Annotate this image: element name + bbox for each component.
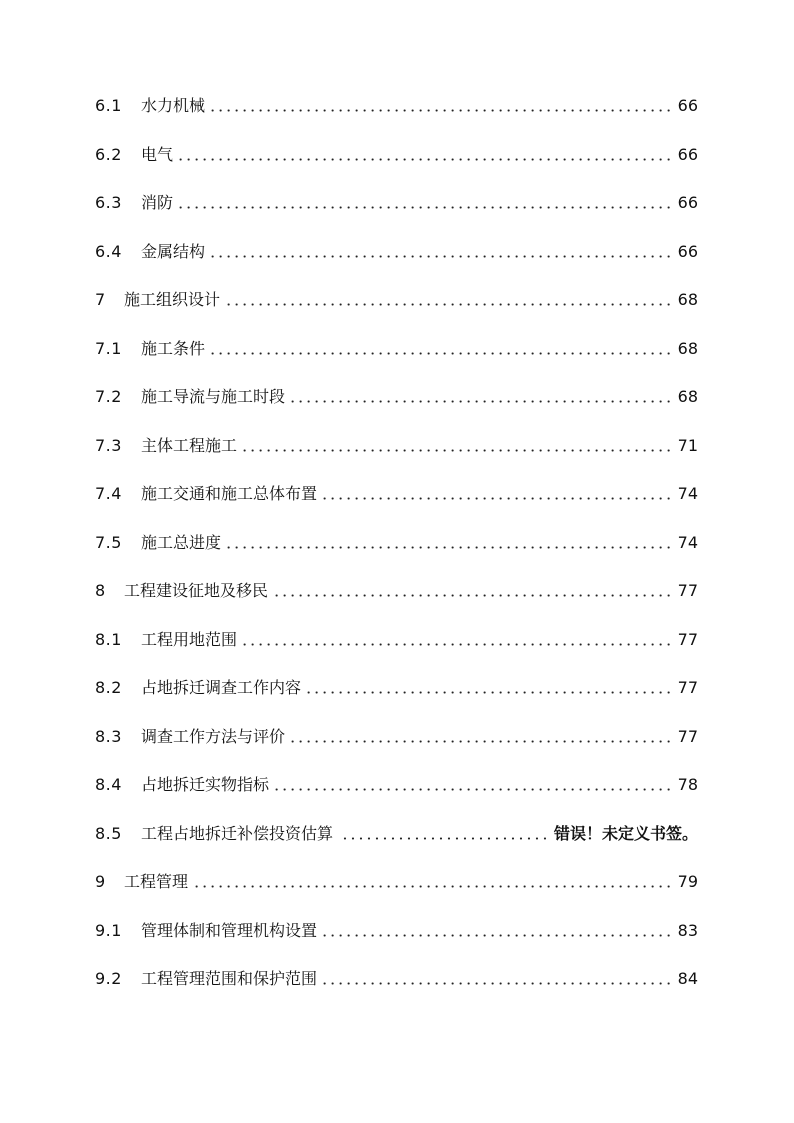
toc-entry-page-number: 66 bbox=[677, 193, 698, 212]
toc-entry-title: 水力机械 bbox=[141, 96, 206, 115]
toc-entry-title: 管理体制和管理机构设置 bbox=[141, 920, 318, 940]
toc-entry-number: 8.4 bbox=[95, 775, 122, 794]
dot-leader bbox=[291, 400, 673, 403]
toc-entry-title: 工程建设征地及移民 bbox=[124, 581, 269, 600]
dot-leader bbox=[323, 497, 673, 500]
toc-entry-title: 金属结构 bbox=[141, 241, 206, 261]
toc-entry-title: 工程用地范围 bbox=[141, 629, 238, 649]
toc-entry-title: 占地拆迁实物指标 bbox=[141, 775, 270, 794]
dot-leader bbox=[179, 158, 673, 161]
dot-leader bbox=[211, 352, 673, 355]
toc-entry[interactable] bbox=[95, 816, 698, 844]
toc-entry-page-number: 84 bbox=[677, 969, 698, 988]
toc-entry[interactable] bbox=[95, 185, 698, 213]
toc-entry-number: 7.3 bbox=[95, 435, 122, 455]
toc-entry-page-number: 79 bbox=[677, 872, 698, 891]
toc-entry[interactable] bbox=[95, 428, 698, 456]
toc-entry-number: 9.2 bbox=[95, 969, 122, 988]
dot-leader bbox=[323, 934, 673, 937]
toc-entry[interactable] bbox=[95, 670, 698, 698]
toc-entry-title: 调查工作方法与评价 bbox=[141, 726, 286, 746]
toc-entry-page-number: 77 bbox=[677, 629, 698, 649]
toc-entry[interactable] bbox=[95, 573, 698, 601]
toc-entry[interactable] bbox=[95, 622, 698, 650]
toc-entry-number: 7.2 bbox=[95, 387, 122, 406]
toc-entry-page-number: 77 bbox=[677, 726, 698, 746]
dot-leader bbox=[339, 837, 549, 840]
toc-entry-page-number: 74 bbox=[677, 532, 698, 552]
dot-leader bbox=[179, 206, 673, 209]
toc-entry-number: 7 bbox=[95, 290, 106, 309]
toc-entry-title: 施工交通和施工总体布置 bbox=[141, 484, 318, 503]
toc-entry-number: 7.4 bbox=[95, 484, 122, 503]
toc-entry-page-number: 68 bbox=[677, 387, 698, 406]
toc-entry-page-number: 68 bbox=[677, 338, 698, 358]
toc-entry-number: 8.5 bbox=[95, 823, 122, 843]
toc-entry-title: 施工组织设计 bbox=[124, 290, 221, 309]
toc-entry-page-error: 错误！未定义书签。 bbox=[553, 823, 698, 843]
toc-entry[interactable] bbox=[95, 864, 698, 892]
dot-leader bbox=[227, 546, 673, 549]
toc-entry-title: 电气 bbox=[141, 144, 174, 164]
toc-entry[interactable] bbox=[95, 476, 698, 504]
dot-leader bbox=[291, 740, 673, 743]
toc-entry-title: 工程管理范围和保护范围 bbox=[141, 969, 318, 988]
toc-entry[interactable] bbox=[95, 88, 698, 116]
dot-leader bbox=[323, 982, 673, 985]
toc-entry[interactable] bbox=[95, 961, 698, 989]
dot-leader bbox=[275, 788, 673, 791]
toc-entry-title: 工程占地拆迁补偿投资估算 bbox=[141, 823, 334, 843]
toc-entry[interactable] bbox=[95, 331, 698, 359]
dot-leader bbox=[226, 303, 673, 306]
toc-entry-page-number: 78 bbox=[677, 775, 698, 794]
toc-entry-title: 施工导流与施工时段 bbox=[141, 387, 286, 406]
toc-entry-page-number: 68 bbox=[677, 290, 698, 309]
toc-entry-page-number: 83 bbox=[677, 920, 698, 940]
toc-entry-number: 6.3 bbox=[95, 193, 122, 212]
toc-entry-number: 8.1 bbox=[95, 629, 122, 649]
dot-leader bbox=[211, 109, 673, 112]
toc-entry-number: 7.5 bbox=[95, 532, 122, 552]
toc-entry-page-number: 66 bbox=[677, 241, 698, 261]
dot-leader bbox=[211, 255, 673, 258]
toc-entry[interactable] bbox=[95, 767, 698, 795]
toc-entry[interactable] bbox=[95, 719, 698, 747]
toc-entry-page-number: 66 bbox=[677, 96, 698, 115]
toc-entry[interactable] bbox=[95, 137, 698, 165]
toc-entry-page-number: 77 bbox=[677, 678, 698, 697]
toc-entry-title: 施工条件 bbox=[141, 338, 206, 358]
toc-entry[interactable] bbox=[95, 525, 698, 553]
toc-entry-number: 7.1 bbox=[95, 338, 122, 358]
toc-entry-number: 6.4 bbox=[95, 241, 122, 261]
toc-entry[interactable] bbox=[95, 913, 698, 941]
toc-entry-page-number: 77 bbox=[677, 581, 698, 600]
toc-entry-number: 9.1 bbox=[95, 920, 122, 940]
toc-entry-number: 6.1 bbox=[95, 96, 122, 115]
dot-leader bbox=[243, 643, 673, 646]
dot-leader bbox=[307, 691, 673, 694]
toc-entry[interactable] bbox=[95, 282, 698, 310]
toc-entry-number: 8.2 bbox=[95, 678, 122, 697]
toc-entry[interactable] bbox=[95, 379, 698, 407]
dot-leader bbox=[274, 594, 673, 597]
toc-entry-title: 施工总进度 bbox=[141, 532, 222, 552]
toc-entry-page-number: 66 bbox=[677, 144, 698, 164]
dot-leader bbox=[243, 449, 673, 452]
toc-entry-title: 工程管理 bbox=[124, 872, 189, 891]
dot-leader bbox=[194, 885, 673, 888]
toc-entry-page-number: 74 bbox=[677, 484, 698, 503]
toc-entry-number: 9 bbox=[95, 872, 106, 891]
toc-entry-number: 8.3 bbox=[95, 726, 122, 746]
toc-entry[interactable] bbox=[95, 234, 698, 262]
toc-entry-title: 消防 bbox=[141, 193, 174, 212]
toc-entry-page-number: 71 bbox=[677, 435, 698, 455]
toc-entry-title: 占地拆迁调查工作内容 bbox=[141, 678, 302, 697]
toc-entry-number: 6.2 bbox=[95, 144, 122, 164]
toc-entry-number: 8 bbox=[95, 581, 106, 600]
toc-entry-title: 主体工程施工 bbox=[141, 435, 238, 455]
